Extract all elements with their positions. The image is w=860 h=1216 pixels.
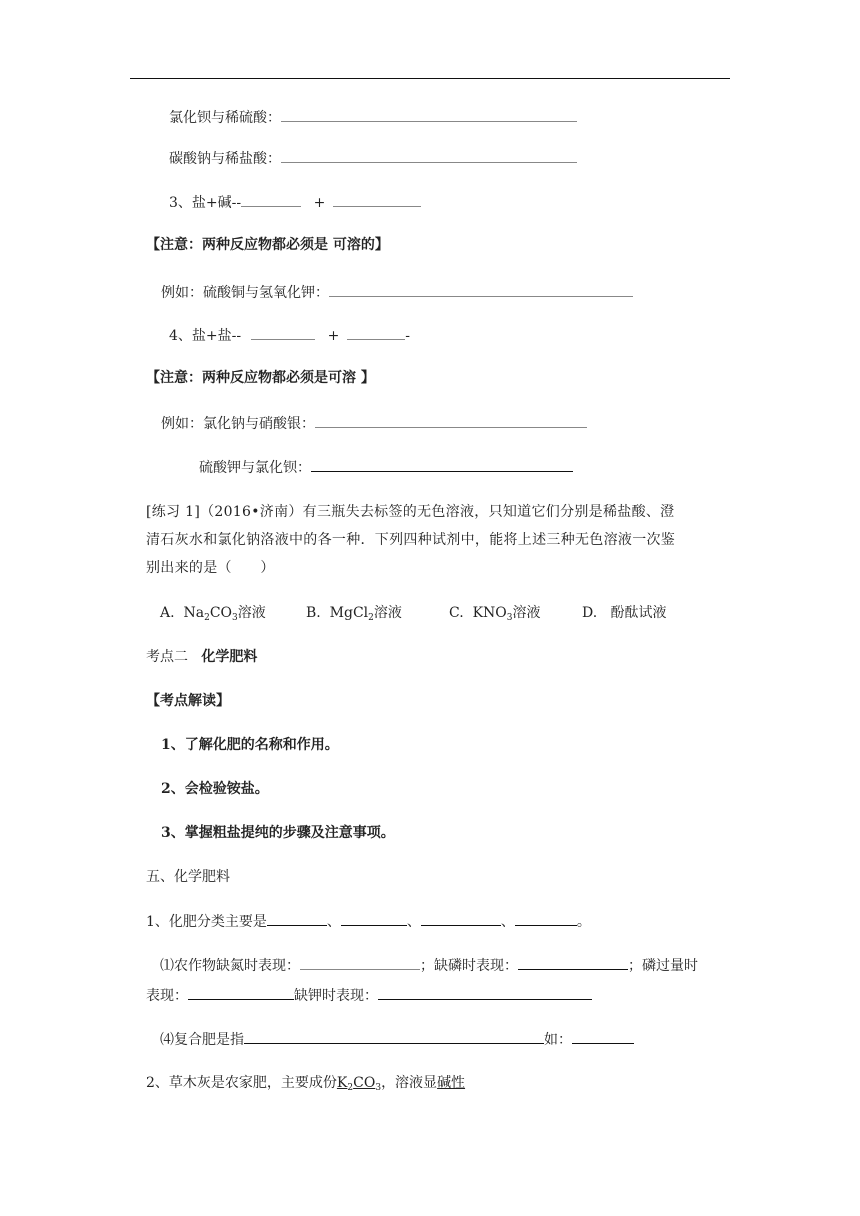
option-b[interactable] xyxy=(306,603,449,628)
option-b-label: B. xyxy=(306,605,321,621)
example-k2so4-bacl2 xyxy=(199,457,573,478)
question-fertilizer-types xyxy=(146,911,591,932)
example-label: 例如：氯化钠与硝酸银： xyxy=(161,416,315,432)
answer-blank[interactable] xyxy=(378,985,592,1000)
answer-blank[interactable] xyxy=(572,1029,634,1044)
objective-2: 2、会检验铵盐。 xyxy=(161,781,269,797)
formula-part: KNO xyxy=(472,605,507,621)
section-label: 考点二 xyxy=(146,649,188,665)
question-label: ⑴农作物缺氮时表现： xyxy=(160,958,300,974)
answer-blank[interactable] xyxy=(333,192,421,207)
question-label: ；磷过量时 xyxy=(628,958,698,974)
answer-blank[interactable] xyxy=(311,457,573,472)
subscript: 3 xyxy=(232,613,238,623)
exercise-options xyxy=(160,603,667,628)
answer-blank[interactable] xyxy=(515,911,577,926)
formula-k2co3 xyxy=(337,1075,381,1091)
question-label: 表现： xyxy=(146,988,188,1004)
option-d-label: D. xyxy=(582,605,598,621)
section-title: 化学肥料 xyxy=(201,649,258,665)
answer-blank[interactable] xyxy=(244,1029,544,1044)
answer-blank[interactable] xyxy=(251,325,315,340)
question-deficiency-line1 xyxy=(160,955,698,976)
formula-part: CO xyxy=(353,1075,376,1091)
answer-blank[interactable] xyxy=(241,192,301,207)
example-nacl-agno3 xyxy=(161,413,587,434)
answer-blank[interactable] xyxy=(281,107,577,122)
equation-label: 碳酸钠与稀盐酸： xyxy=(169,151,281,167)
plus-sign: + xyxy=(327,328,340,344)
example-label: 硫酸钾与氯化钡： xyxy=(199,460,311,476)
heading-fertilizers: 五、化学肥料 xyxy=(146,869,230,885)
question-label: ⑷复合肥是指 xyxy=(160,1032,244,1048)
option-d-text: 酚酞试液 xyxy=(610,605,667,621)
formula-part: Na xyxy=(183,605,205,621)
option-d[interactable] xyxy=(582,603,667,623)
example-cuso4-koh xyxy=(161,282,633,303)
subscript: 2 xyxy=(368,613,374,623)
reaction-salt-base xyxy=(169,192,421,213)
question-deficiency-line2 xyxy=(146,985,592,1006)
objective-1: 1、了解化肥的名称和作用。 xyxy=(161,737,339,753)
example-label: 例如：硫酸铜与氢氧化钾： xyxy=(161,285,329,301)
plant-ash-statement xyxy=(146,1073,465,1098)
option-c-label: C. xyxy=(449,605,464,621)
answer-blank[interactable] xyxy=(421,911,501,926)
section-heading xyxy=(146,647,257,667)
answer-blank[interactable] xyxy=(341,911,407,926)
question-label: 1、化肥分类主要是 xyxy=(146,914,267,930)
reading-heading: 【考点解读】 xyxy=(146,693,230,709)
answer-blank[interactable] xyxy=(281,148,577,163)
answer-blank[interactable] xyxy=(188,985,294,1000)
separator: 、 xyxy=(406,914,421,930)
answer-blank[interactable] xyxy=(329,282,633,297)
objective-3: 3、掌握粗盐提纯的步骤及注意事项。 xyxy=(161,825,395,841)
option-c-text: 溶液 xyxy=(512,605,541,621)
subscript: 3 xyxy=(375,1083,382,1093)
separator: 、 xyxy=(500,914,515,930)
equation-line-bacl2-h2so4 xyxy=(169,107,577,128)
formula-part: MgCl xyxy=(329,605,369,621)
period: 。 xyxy=(576,914,591,930)
note-soluble-1: 【注意：两种反应物都必须是 可溶的】 xyxy=(146,237,389,253)
separator: 、 xyxy=(326,914,341,930)
question-label: ；缺磷时表现： xyxy=(420,958,518,974)
formula-part: CO xyxy=(209,605,233,621)
answer-blank[interactable] xyxy=(267,911,327,926)
answer-blank[interactable] xyxy=(315,413,587,428)
statement-text: 2、草木灰是农家肥，主要成份 xyxy=(146,1075,337,1091)
reaction-label: 3、盐+碱-- xyxy=(169,195,242,211)
reaction-label: 4、盐+盐-- xyxy=(169,328,242,344)
formula-part: K xyxy=(336,1075,348,1091)
plus-sign: + xyxy=(313,195,326,211)
option-a-text: 溶液 xyxy=(237,605,266,621)
dash: - xyxy=(405,328,411,344)
equation-line-na2co3-hcl xyxy=(169,148,577,169)
exercise-text: [练习 1]（2016•济南）有三瓶失去标签的无色溶液，只知道它们分别是稀盐酸、澄清石灰水和氯化钠洛液中的各一种．下列四种试剂中，能将上述三种无色溶液一次鉴别出来的是（ ） xyxy=(146,504,676,576)
subscript: 2 xyxy=(204,613,210,623)
question-label: 如： xyxy=(544,1032,572,1048)
note-soluble-2: 【注意：两种反应物都必须是可溶 】 xyxy=(146,370,375,386)
option-b-text: 溶液 xyxy=(373,605,402,621)
answer-alkaline: 碱性 xyxy=(437,1075,466,1091)
question-compound-fertilizer xyxy=(160,1029,634,1050)
option-a-label: A. xyxy=(160,605,175,621)
answer-blank[interactable] xyxy=(300,955,420,970)
statement-text: ，溶液显 xyxy=(381,1075,438,1091)
answer-blank[interactable] xyxy=(518,955,628,970)
subscript: 3 xyxy=(506,613,513,623)
subscript: 2 xyxy=(347,1083,354,1093)
option-a[interactable] xyxy=(160,603,306,628)
option-c[interactable] xyxy=(449,603,582,628)
answer-blank[interactable] xyxy=(347,325,405,340)
reaction-salt-salt xyxy=(169,325,410,346)
equation-label: 氯化钡与稀硫酸： xyxy=(169,110,281,126)
exercise-question xyxy=(146,498,686,582)
header-rule xyxy=(130,78,730,79)
question-label: 缺钾时表现： xyxy=(294,988,378,1004)
